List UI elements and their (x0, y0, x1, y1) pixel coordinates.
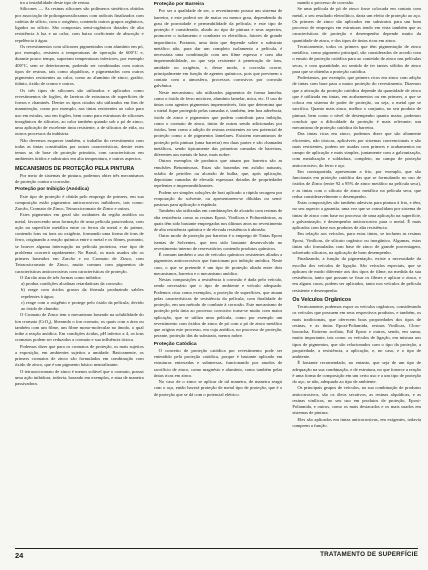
paragraph: Não devemos esquecer também, o trabalho do revestimento com todas as tintas constituídas por outras características, dentre estes temos as de base de proteção primária, com características em ambientes ácidos e substratos em alta temperatura, e outros aspectos. (15, 137, 144, 162)
paragraph: Os três tipos de silicones são utilizados e aplicados como revestimentos de fogões, de lareiras de estruturas de superfícies de fornos e chaminés. Dentre os tipos citados são utilizados em fins de manutenção, como por exemplo, nas tintas resistentes ao calor para uso em estufas, uso em fogões, bem como para estruturas de silicones inorgânicos de silicatos, ao calor também quando sob o pó de zinco, uma aplicação de excelente tinta resistente, a de silicatos de etila, ou outros processos da indústria. (15, 87, 144, 137)
paragraph: Neste mecanismo, são utilizados pigmentos de forma lamelar, como o óxido de ferro micáceo, alumínio lamelar, mica, etc. O uso de tintas com agentes pigmentos impermeáveis, fato que determina que o metal fique protegido pelas camadas e, também, tem boa aderência, óxido de zinco e pigmentos que podem contribuir para inibição, como o cromato de zinco, tintas de outras sendo adicionadas por óxidos, bem como a adição de resinas resistentes ao seu potencial de proteção como a de pigmentos lamelares. Existem mecanismos de proteção pela pintura (uma barreira) em duas partes e são chamadas metálicos, sendo tipicamente das primeiras camadas de barreiras, diferentes aos metais de base, mais nobre. (153, 89, 283, 158)
paragraph: Podemos dizer que para os cromatos de proteção, os mais sujeitos a exposição, em ambientes sujeitos a umidade. Basicamente, os primers cromatos de zinco são formulados em combinação com óxido de zinco, que é um pigmento básico neutralizante. (15, 343, 144, 368)
paragraph: Em contrapartida, apresentam a frio, por exemplo, que são funcionais em proteção catódica das que se formulando no uso de óxidos de Zinco (entre 92 a 95% de zinco metálico na película seca), e as tintas com o silicato de zinco metálico na película seca, que reduz consideravelmente o desempenho. (292, 168, 422, 199)
paragraph: O Zarcão atua de três formas como inibidor: (20, 274, 102, 280)
paragraph: É comum também o uso de veículos químicos resistentes aliados a pigmentos anticorrosivos que funcionam por inibição anódica. Neste caso, o que se pretende é um tipo de proteção aliada entre dois mecanismos, barreira e o mecanismo anódico. (153, 252, 283, 276)
paragraph: tra a testabilidade deste tipo de resina. (20, 0, 91, 5)
paragraph: Eles são aplicados em tintas anticorrosivas, em exigentes, todavia cumprem a função. (292, 416, 422, 428)
paragraph: Das tintas ricas em zinco, podemos dizer que são altamente eficientes, não tóxicas, aplicáveis por sistemas convencionais e são mais resistentes, podem ser usadas com primers e acabamentos no campo de aplicação e mais simples, juntamente com a galvanização, com metalização e soldadura, completo, no campo de proteção anticorrosivo, do ferro e aço. (292, 131, 422, 168)
paragraph: O Cromato de Zinco tem o mecanismo baseado na solubilidade do íon cromato (CrO₄), liberando o íon cromato, os quais com a área ou também com um filme, um filme mono-molecular no ânodo, o qual inibe a reação anódica. Em condições ácidas, pH inferior a 4, os íons cromatos podem ser reduzidos a cromato e sua influência tóxica. (15, 312, 144, 343)
paragraph: Nestas composições a resistência à corrosão é dada pelo veículo, sendo necessário que o tipo de ambiente e veículo adequado. Podemos citar como exemplos, a proteção de superfícies, que atuam pelas características de resistência da película, com finalidade de proteção, em um método de combate à corrosão. Este mecanismo de proteção pela tinta ao processo corrosivo torna-se muito com maior aplicação, que se utiliza uma película, como por exemplo um revestimento com óxidos de zinco de pó com o pó de zinco metálico que origina este processo, em cuja anódica, no processo de proteção, perante, proteção das do substrato, menos nobre. (153, 277, 283, 339)
section-heading: Proteção por Barreira (153, 2, 204, 7)
text-column-3 (292, 0, 421, 545)
paragraph: Podem ser simples soluções de brai aplicado a rápida secagem por evaporação do solvente, ou apresentarem-se diluídas ou semi-pastosas para aplicação a espátula. (153, 189, 283, 208)
page-number: 24 (15, 551, 24, 560)
article-page (15, 0, 421, 545)
section-heading: Proteção Catódica (153, 341, 197, 347)
paragraph: Por ser a qualidade de ser, o revestimento possui um sistema de barreira, e este poderá ser de maior ou menor grau, dependendo do grau de porosidade e permeabilidade da película, e este tipo de proteção é considerado, aliado ao tipo de pintura e seus aspectos, promover o isolamento e combater os eletrólitos, fatores de grande importância. Portanto, uma tinta que depende sobre o substrato metálico não, para dar um completo isolamento a película, é necessária uma combinação com um filme espesso e com alta impermeabilidade, ou que seja resistente à penetração de íons, umidade ou oxigênio, e, desse modo, a corrosão ocorre, principalmente em função de agentes químicos, pois que previnem o contato com a atmosfera, processos corrosivos por corrosão galvânica. (153, 8, 283, 89)
paragraph: No caso de o zinco se aplicar de tal maneira, de maneira reagir com o aço, então haverá proteção de metal tipo de proteção, que é o de proteção que se dá com o potencial elétrico. (153, 379, 283, 397)
section-heading: MECANISMOS DE PROTEÇÃO PELA PINTURA (15, 165, 135, 172)
paragraph: O conceito de proteção catódica por revestimento pode ser entendido pela proteção catódica, porque é bastante aplicado em estruturas enterradas e submersas, funcionando por anodos de sacrifício de zinco, como magnésio e alumínio, como também pelas tintas ricas em zinco. (153, 347, 283, 378)
section-heading: Proteção por Inibição (Anódica) (15, 187, 89, 193)
paragraph: Poderíamos, por exemplo, que primers ricos em zinco com adição de tintas com base para a maior proteção do revestimento. Dizemos que a ativação da proteção catódica depende da quantidade de zinco que é utilizada em tintas, em acabamentos ou em primers, o que se coloca em sistema de poder de proteção, ou seja, o metal que se sacrifica. Quanto mais zinco, melhor o conjunto, no seu produto de pintura, bem como o nível de desempenho quanto maior, podemos concluir que a dificuldade da proteção é mais relevante, um mecanismo de proteção catódica da barreira. (292, 75, 422, 130)
list-item: b) reage com ácidos graxos da fórmula produzindo sabões repelentes à água; (21, 287, 144, 299)
paragraph: Por meio de sistemas de pintura, podemos obter três mecanismos de proteção contra a corrosão: (15, 172, 144, 185)
list-item: a) produz condições alcalinas retardadoras da corrosão; (21, 281, 123, 287)
paragraph: Estes pigmentos em geral são oxidantes da região anódica ou metal, favorecendo uma formação de uma película passivadora, com ação na superfície metálica entre os ferros do metal e do primer, contendo íons ou íons ou oxigênio, formando uma forma de íons de ferro, originando a reação química entre o metal e os filmes, portanto, se houver alguma interrupção na película protetora, esse tipo de problema ocorrerá rapidamente. No Brasil, os mais usados são os primers baseados em Zarcão e no Cromato de Zinco, com Tetraoxicromato de Zinco, muito comuns com pigmentos de características anticorrosivas com características de proteção. (15, 212, 144, 274)
paragraph: Em relação aos veículos, para estas tintas, se incluem as resinas Epoxi, Vinílicas, de silicato orgânico ou inorgânico. Algumas, estas tintas são formuladas com base de zinco de grande porcentagem, sobretudo silicatos, na aplicação de bom desempenho. (292, 231, 422, 255)
paragraph: É bastante recomendado, no entanto, que seja de um tipo de adequação na sua combinação, e de estrutura, no que fornece a reação é uma forma de composição em um certo uso e a um tipo de proteção do aço, se não, adequado ao tipo de ambiente. (292, 360, 422, 385)
page-footer (15, 548, 418, 563)
paragraph: Este tipo de proteção é obtida pelo emprego de primers, em sua composição estão pigmentos anticorrosivos inibidores, tais como: Zarcão, Cromato de Zinco, Tetraoxicromato de Zinco e outros. (15, 193, 144, 212)
text-column-1 (15, 0, 144, 545)
paragraph: Também são utilizadas em combinações de alcatrão com resinas de alta resistência como as resinas Epoxi, Vinílicas e Poliuretânicas, as quais têm sido bastante empregadas nos últimos anos no revestimento de alta resistência química e de elevada resistência à abrasão. (153, 208, 283, 233)
paragraph: Outro modo de proteção por barreira é o emprego de Tintas Epoxi isentas de Solventes, que tem sido bastante desenvolvido no revestimento interno de reservatórios contendo produtos químicos. (153, 233, 283, 251)
paragraph: Os principais grupos de veículos, na sua combinação de produtos anticorrosivos, são os óleos secativos, as resinas alquídicas, e as resinas vinílicas, no seu uso em produtos de proteção, Epoxi-Poliamida, e outros, como os mais destacados e os mais usados em sistemas de pintura. (292, 385, 422, 416)
paragraph: Tecnicamente, podemos expor os veículos orgânicos, considerando os veículos que possuem em seus respectivos produtos, e também, os mais tradicionais, que oferecem boas propriedades dos tipos de resinas, e as tintas Epoxi-Poliamida, resinas Vinílicas, Cloro-borracha, Estireno acrilato, Etil Epoxi e outros, sendo, em suma, muito importante, tais como: os veículos de ligação, em mistura aos tipos de pigmentos, que são relacionados com o tipo da proteção, a propriedade, a resistência, a aplicação, e, no caso, e o tipo de ambiente. (292, 304, 422, 360)
paragraph: O tetraoxicromato de zinco é menos solúvel que o cromato, possui uma ação inibidora, todavia, baseado em exemplos, e atua de maneira passivadora. (15, 368, 144, 387)
enumerated-list (15, 281, 144, 312)
paragraph: Silicones — As resinas silicones são polímeros sintéticos obtidos por associação de poliorganossiloxanos com radicais finalizados com cadeias de silício, com o oxigênio, contendo outros grupos orgânicos, ligados ao silício. São compostos semi-orgânicos dotados de alta resistência à luz e ao calor, com baixo coeficiente de absorção e repelência à água. (15, 6, 144, 43)
list-item: c) reage com o oxigênio e protege pelo óxido da película, devido ao óxido de chumbo. (21, 299, 144, 312)
paragraph: Tecnicamente, todos os primers que têm pigmentação de zinco metálico, como pigmento principal, são considerados de acordo com o ensaio de proteção catódica para ao conteúdo de zinco nas películas secas, e com quantidade, no sentido de ter tantos sólidos de zinco para que se obtenha a proteção catódica. (292, 43, 422, 74)
paragraph: Outros exemplos de produtos que atuam por barreira são as emulsões Betuminosas. Estas são baseadas em asfalto naturais, asfalto de petróleo ou alcatrão de hulha, que, após aplicação, depositam camadas de elevada espessura dotadas de propriedades repelentes e impermeabilizantes. (153, 158, 283, 189)
text-column-2 (154, 0, 283, 545)
paragraph: Finalizando, a função da pigmentação, existe a necessidade da escolha dos veículos de ligação. São veículos especiais, que se aplicam de modo diferente aos dos tipos de filme, na medida da sua resistência, tanto que possam se fixar os filmes e aplicar o zinco, e em alguns casos, podem ser aplicados, tanto nos veículos de película resistente e desempenho. (292, 256, 422, 293)
paragraph: mando o processo de corrosão. (297, 0, 355, 5)
journal-name: TRATAMENTO DE SUPERFÍCIE (320, 551, 418, 558)
paragraph: Os revestimentos com silicones pigmentados com alumínio em pó, por exemplo, resistem a temperaturas de operação de 600°C e, durante pouco tempo, suportam temperaturas inferiores, por exemplo 400°C, sem se deteriorarem, podendo ser combinadas com outros tipos de resinas, tais como alquídicas, e pigmentados com outros pigmentos resistentes ao calor, como ao alumínio de zinco, grafite, titânio, óxido de cromo e outros. (15, 43, 144, 87)
section-heading: Os Veículos Orgânicos (292, 296, 352, 303)
paragraph: Estas composições são também adesivas para pintura à frio, e têm, no seu aspecto a garantia, uma vez que se consolidam por sistema de tintas de zinco com base no processo de uma aplicação na superfície, a galvanização, e desempenho anticorrosivo para o metal. É mais aplicados com base nos produtos de alta resistência. (292, 200, 422, 230)
paragraph: Se uma película de pó de zinco fosse colocada em contato com metal, o seu resultado eletrolítico, daria um efeito de proteção ao aço. Os primers de zinco são aplicados em substratos para um bom processo de empregos em estruturas tendo em vista também que as características de proteção e desempenho depende muito da quantidade de zinco, e dos tipos de tintas ricas em zinco. (292, 6, 422, 43)
